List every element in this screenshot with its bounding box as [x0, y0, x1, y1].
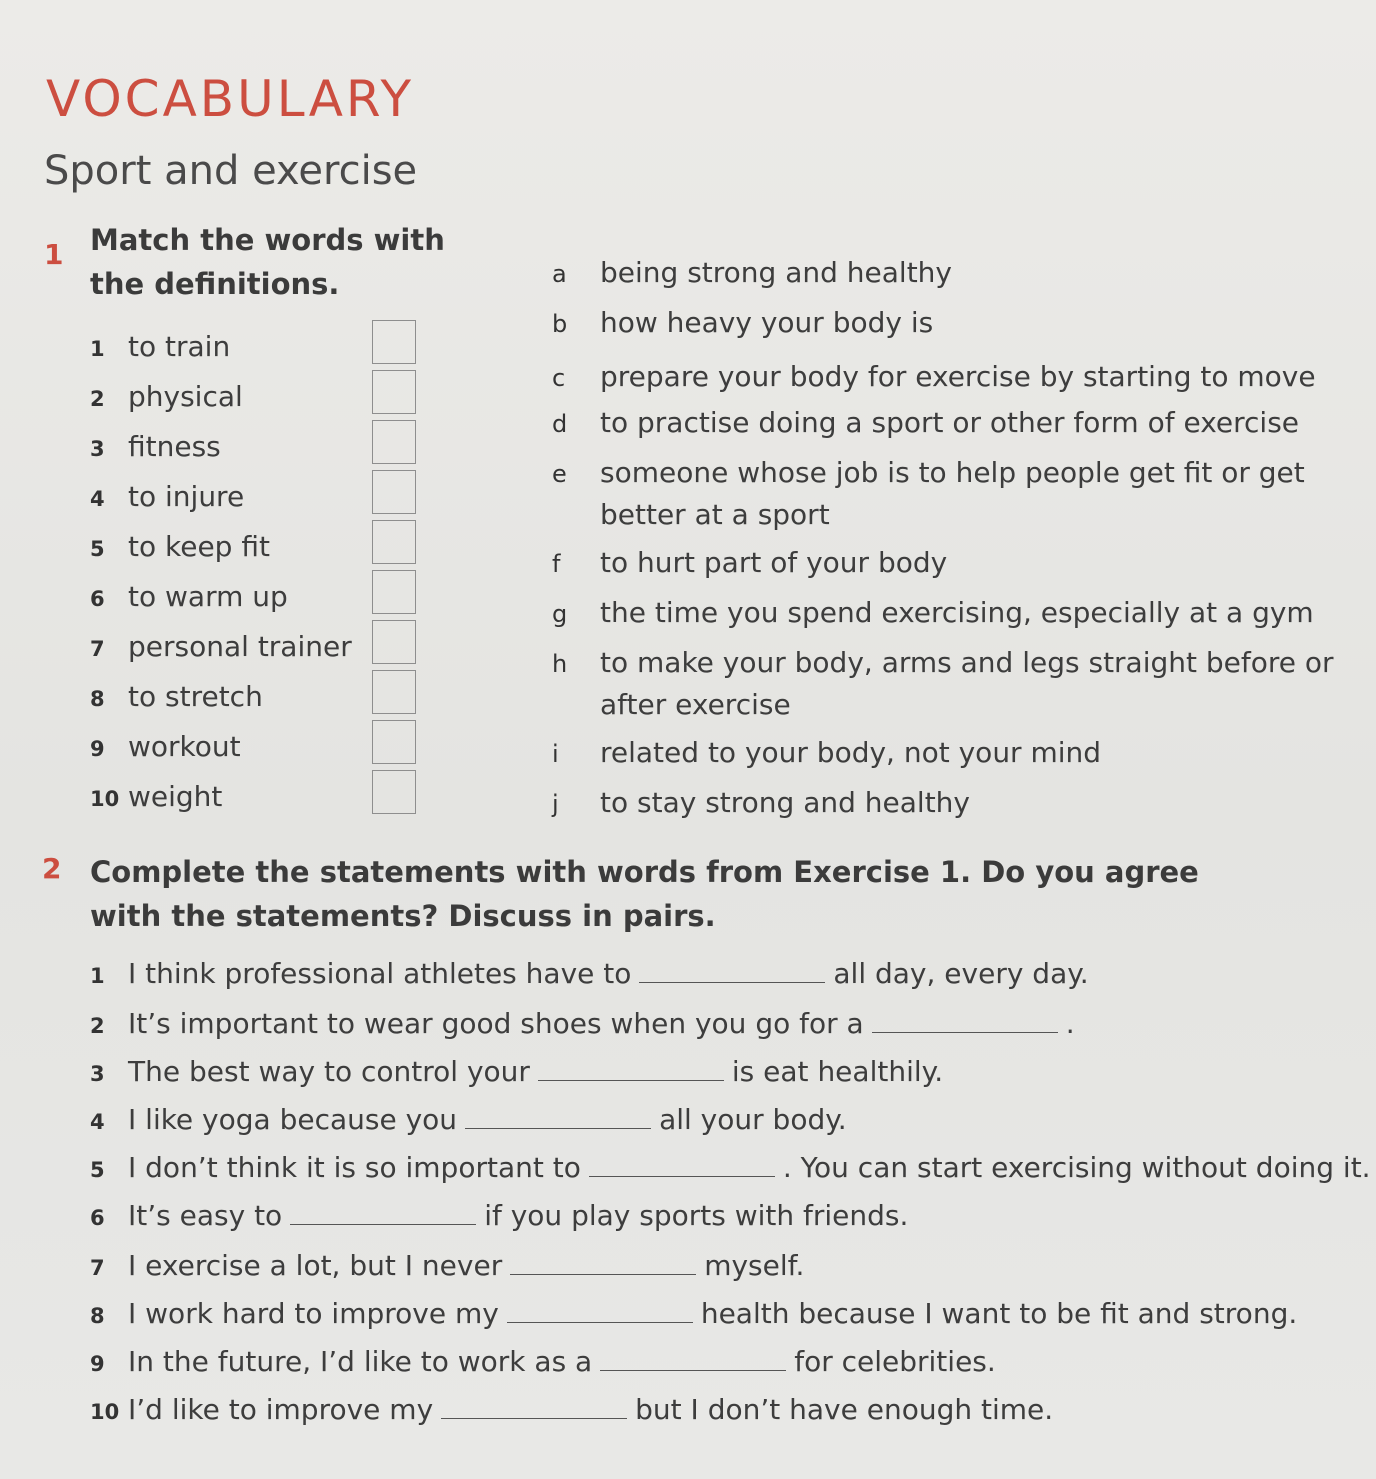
word-text: to stretch	[128, 680, 263, 713]
definition-item	[552, 736, 1101, 769]
statement-number: 2	[90, 1014, 105, 1038]
definition-letter: f	[552, 550, 561, 578]
statement-text-after: for celebrities.	[794, 1345, 996, 1378]
definition-item	[552, 546, 947, 579]
word-text: personal trainer	[128, 630, 352, 663]
answer-blank[interactable]	[872, 1006, 1058, 1033]
statement-number: 8	[90, 1304, 105, 1328]
answer-blank[interactable]	[589, 1150, 775, 1177]
statement-number: 9	[90, 1352, 105, 1376]
definition-text: related to your body, not your mind	[600, 736, 1102, 769]
statement-item	[90, 1150, 1371, 1184]
word-text: to injure	[128, 480, 245, 513]
statement-number: 5	[90, 1158, 105, 1182]
definition-letter: j	[552, 790, 559, 818]
word-item	[90, 580, 288, 613]
answer-box[interactable]	[372, 720, 416, 764]
section-title: VOCABULARY	[46, 70, 414, 128]
word-number: 10	[90, 787, 120, 811]
word-text: to train	[128, 330, 231, 363]
answer-box[interactable]	[372, 620, 416, 664]
statement-item	[90, 1344, 996, 1378]
word-item	[90, 530, 270, 563]
definition-letter: c	[552, 364, 566, 392]
statement-number: 10	[90, 1400, 120, 1424]
answer-box[interactable]	[372, 320, 416, 364]
statement-number: 3	[90, 1062, 105, 1086]
word-number: 5	[90, 537, 105, 561]
answer-box[interactable]	[372, 570, 416, 614]
statement-text-after: health because I want to be fit and strong.	[700, 1297, 1298, 1330]
word-text: to keep fit	[128, 530, 270, 563]
statement-text-before: The best way to control your	[128, 1055, 530, 1088]
word-item	[90, 480, 244, 513]
word-item	[90, 630, 352, 663]
word-text: weight	[128, 780, 223, 813]
definition-letter: b	[552, 310, 568, 338]
statement-text-after: . You can start exercising without doing it.	[782, 1151, 1371, 1184]
answer-box[interactable]	[372, 470, 416, 514]
exercise-1-number: 1	[44, 238, 64, 271]
definition-item	[552, 256, 952, 289]
word-text: fitness	[128, 430, 221, 463]
statement-text-before: I think professional athletes have to	[128, 957, 632, 990]
answer-box[interactable]	[372, 370, 416, 414]
definition-text-continued: after exercise	[600, 688, 791, 721]
statement-text-after: but I don’t have enough time.	[635, 1393, 1054, 1426]
statement-text-after: if you play sports with friends.	[484, 1199, 909, 1232]
definition-text: to make your body, arms and legs straight before or	[600, 646, 1334, 679]
statement-number: 7	[90, 1256, 105, 1280]
word-number: 9	[90, 737, 105, 761]
definition-text: to practise doing a sport or other form of exercise	[600, 406, 1300, 439]
answer-box[interactable]	[372, 670, 416, 714]
answer-blank[interactable]	[290, 1198, 476, 1225]
word-item	[90, 780, 222, 813]
definition-item	[552, 306, 933, 339]
word-item	[90, 680, 263, 713]
exercise-2-instruction: Complete the statements with words from Exercise 1. Do you agree with the statements? Discuss in pairs.	[90, 855, 1199, 933]
statement-item	[90, 1392, 1053, 1426]
definition-text: to stay strong and healthy	[600, 786, 971, 819]
statement-item	[90, 1054, 943, 1088]
definition-letter: i	[552, 740, 559, 768]
definition-item	[552, 406, 1299, 439]
statement-item	[90, 1102, 847, 1136]
answer-blank[interactable]	[441, 1392, 627, 1419]
answer-blank[interactable]	[510, 1248, 696, 1275]
definition-item	[552, 360, 1316, 393]
statement-text-before: It’s important to wear good shoes when you go for a	[128, 1007, 864, 1040]
definition-letter: h	[552, 650, 568, 678]
definition-text: someone whose job is to help people get fit or get	[600, 456, 1305, 489]
statement-text-after: .	[1065, 1007, 1075, 1040]
word-number: 7	[90, 637, 105, 661]
statement-item	[90, 1198, 908, 1232]
definition-text: prepare your body for exercise by starting to move	[600, 360, 1316, 393]
statement-text-after: myself.	[704, 1249, 805, 1282]
word-number: 8	[90, 687, 105, 711]
definition-letter: g	[552, 600, 568, 628]
statement-text-before: I don’t think it is so important to	[128, 1151, 581, 1184]
word-number: 1	[90, 337, 105, 361]
statement-text-before: I exercise a lot, but I never	[128, 1249, 503, 1282]
definition-letter: e	[552, 460, 567, 488]
answer-blank[interactable]	[639, 956, 825, 983]
definition-text: being strong and healthy	[600, 256, 952, 289]
word-item	[90, 380, 243, 413]
word-text: workout	[128, 730, 241, 763]
exercise-2-number: 2	[42, 852, 62, 885]
definition-text: the time you spend exercising, especially at a gym	[600, 596, 1314, 629]
definition-item	[552, 646, 1334, 679]
statement-item	[90, 956, 1089, 990]
answer-blank[interactable]	[465, 1102, 651, 1129]
statement-text-after: all day, every day.	[833, 957, 1089, 990]
word-item	[90, 730, 241, 763]
definition-text: to hurt part of your body	[600, 546, 948, 579]
statement-text-after: is eat healthily.	[731, 1055, 944, 1088]
definition-item	[552, 456, 1305, 489]
exercise-1-instruction: Match the words with the definitions.	[90, 223, 445, 301]
answer-box[interactable]	[372, 520, 416, 564]
statement-text-before: I like yoga because you	[128, 1103, 458, 1136]
word-text: physical	[128, 380, 243, 413]
section-subtitle: Sport and exercise	[44, 148, 418, 194]
statement-text-before: It’s easy to	[128, 1199, 283, 1232]
word-text: to warm up	[128, 580, 288, 613]
answer-blank[interactable]	[507, 1296, 693, 1323]
statement-text-after: all your body.	[659, 1103, 847, 1136]
answer-blank[interactable]	[600, 1344, 786, 1371]
definition-letter: d	[552, 410, 568, 438]
word-item	[90, 430, 221, 463]
statement-item	[90, 1248, 804, 1282]
answer-blank[interactable]	[538, 1054, 724, 1081]
definition-letter: a	[552, 260, 567, 288]
statement-item	[90, 1006, 1075, 1040]
word-item	[90, 330, 230, 363]
statement-number: 1	[90, 964, 105, 988]
word-number: 2	[90, 387, 105, 411]
statement-number: 6	[90, 1206, 105, 1230]
word-number: 4	[90, 487, 105, 511]
definition-item	[552, 596, 1314, 629]
answer-box[interactable]	[372, 420, 416, 464]
definition-item	[552, 786, 970, 819]
statement-text-before: I’d like to improve my	[128, 1393, 434, 1426]
word-number: 3	[90, 437, 105, 461]
statement-number: 4	[90, 1110, 105, 1134]
statement-item	[90, 1296, 1297, 1330]
statement-text-before: In the future, I’d like to work as a	[128, 1345, 593, 1378]
definition-text-continued: better at a sport	[600, 498, 830, 531]
statement-text-before: I work hard to improve my	[128, 1297, 499, 1330]
word-number: 6	[90, 587, 105, 611]
answer-box[interactable]	[372, 770, 416, 814]
definition-text: how heavy your body is	[600, 306, 934, 339]
